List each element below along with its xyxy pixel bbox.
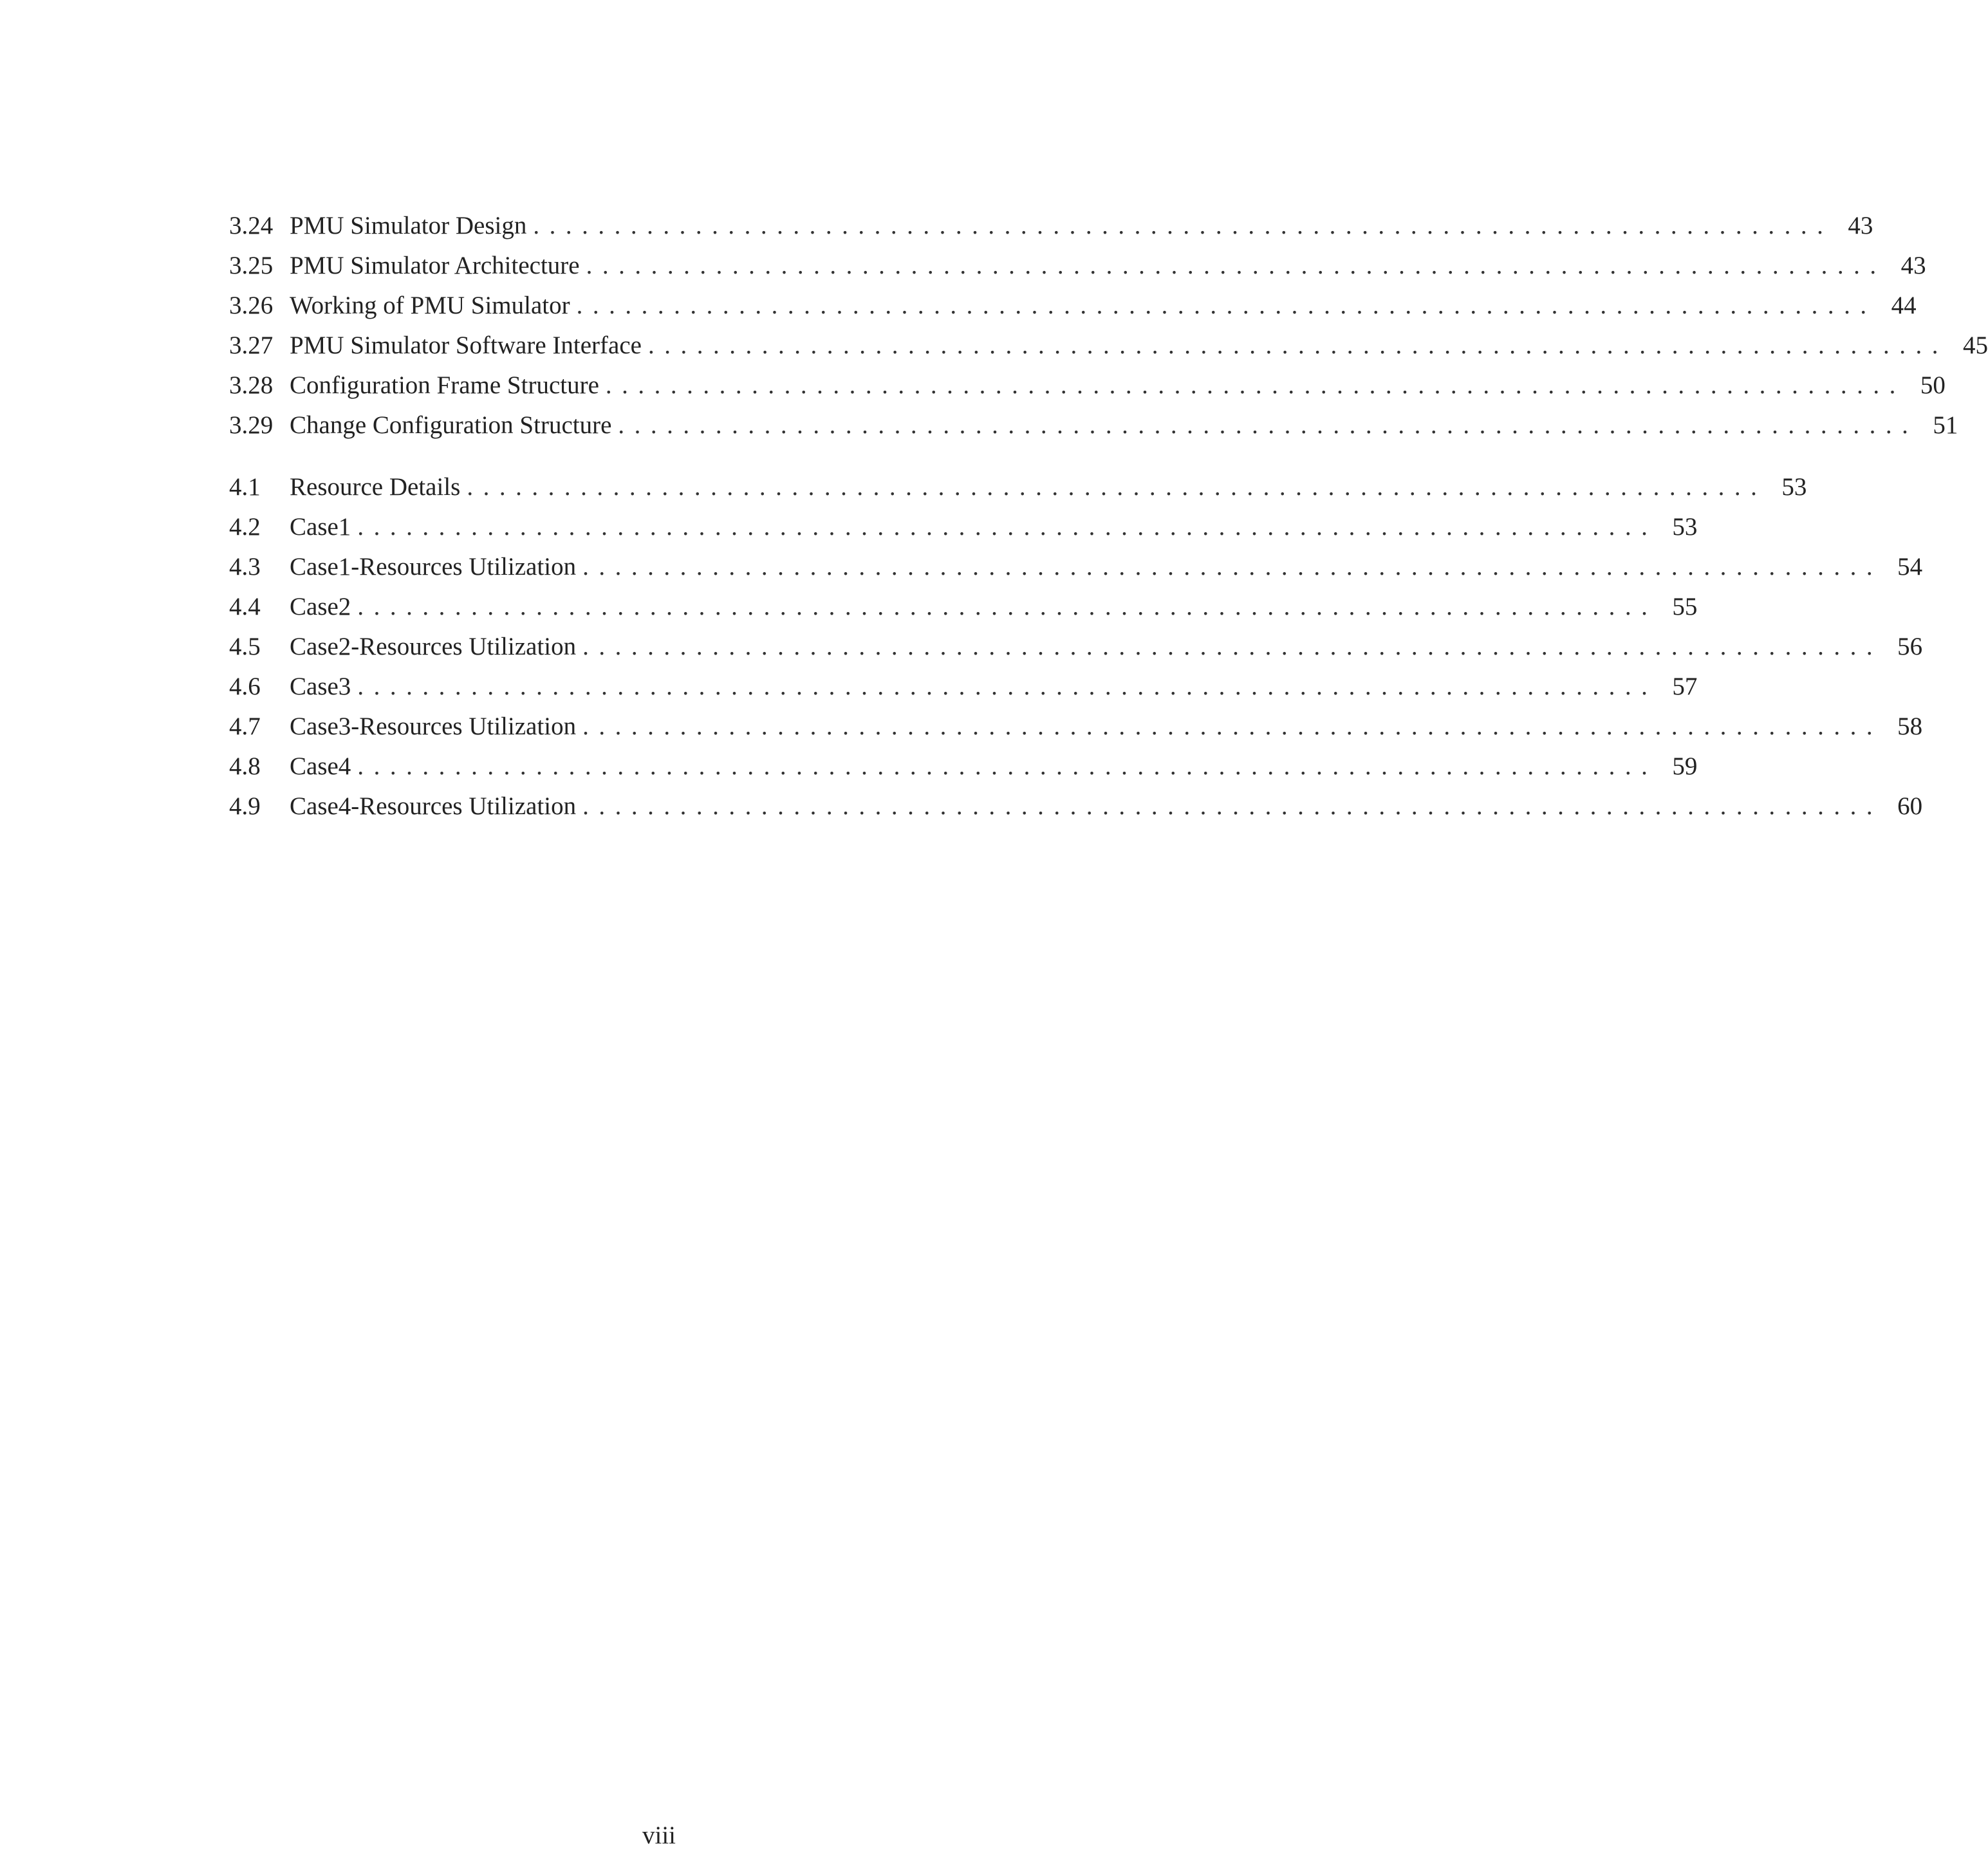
dot-leader: ................................................................................ (357, 513, 1658, 541)
dot-leader: ................................................................................ (618, 411, 1918, 439)
entry-page: 51 (1933, 411, 1958, 439)
entry-page: 44 (1891, 292, 1917, 319)
entry-number: 4.3 (229, 553, 261, 581)
entry-number: 3.24 (229, 212, 274, 239)
toc-entry (229, 246, 1926, 286)
entry-number: 4.9 (229, 792, 261, 820)
dot-leader: ................................................................................ (582, 633, 1883, 660)
entry-title: Case2 (290, 593, 351, 620)
entry-title: Case1-Resources Utilization (290, 553, 577, 581)
entry-page: 59 (1672, 752, 1698, 780)
dot-leader: ................................................................................ (357, 752, 1658, 780)
entry-page: 54 (1897, 553, 1923, 581)
entry-page: 55 (1672, 593, 1698, 620)
dot-leader: ................................................................................ (582, 713, 1883, 740)
entry-page: 43 (1900, 252, 1926, 279)
entry-title: PMU Simulator Architecture (290, 252, 580, 279)
entry-title: Change Configuration Structure (290, 411, 612, 439)
entry-title: Case2-Resources Utilization (290, 633, 577, 660)
entry-title: Case3 (290, 673, 351, 700)
toc-entry (229, 627, 1923, 667)
dot-leader: ................................................................................ (582, 553, 1883, 581)
entry-page: 53 (1781, 473, 1807, 501)
entry-page: 56 (1897, 633, 1923, 660)
toc-entry (229, 206, 1873, 246)
toc-group-chapter-4 (229, 467, 1923, 826)
toc-entry (229, 507, 1698, 547)
entry-title: Case4 (290, 752, 351, 780)
dot-leader: ................................................................................ (647, 331, 1948, 359)
entry-page: 60 (1897, 792, 1923, 820)
toc-entry (229, 747, 1698, 787)
entry-page: 57 (1672, 673, 1698, 700)
entry-number: 3.25 (229, 252, 274, 279)
entry-title: Case1 (290, 513, 351, 541)
dot-leader: ................................................................................ (467, 473, 1767, 501)
toc-entry (229, 366, 1946, 405)
dot-leader: ................................................................................ (582, 792, 1883, 820)
toc-group-chapter-3 (229, 206, 1988, 445)
toc-entry (229, 707, 1923, 747)
entry-title: Configuration Frame Structure (290, 371, 599, 399)
entry-number: 4.5 (229, 633, 261, 660)
entry-page: 43 (1848, 212, 1873, 239)
entry-title: Case3-Resources Utilization (290, 713, 577, 740)
entry-page: 58 (1897, 713, 1923, 740)
entry-number: 3.28 (229, 371, 274, 399)
entry-number: 4.2 (229, 513, 261, 541)
entry-title: Case4-Resources Utilization (290, 792, 577, 820)
entry-number: 4.7 (229, 713, 261, 740)
dot-leader: ................................................................................ (586, 252, 1886, 279)
entry-title: PMU Simulator Software Interface (290, 331, 642, 359)
entry-number: 3.27 (229, 331, 274, 359)
entry-title: PMU Simulator Design (290, 212, 527, 239)
toc-entry (229, 667, 1698, 707)
toc-entry (229, 286, 1917, 326)
dot-leader: ................................................................................ (605, 371, 1906, 399)
entry-number: 3.29 (229, 411, 274, 439)
toc-entry (229, 547, 1923, 587)
toc-entry (229, 405, 1958, 445)
entry-number: 4.8 (229, 752, 261, 780)
page-number: viii (642, 1822, 676, 1849)
entry-page: 50 (1920, 371, 1946, 399)
list-of-figures (229, 206, 1988, 826)
dot-leader: ................................................................................ (357, 593, 1658, 620)
entry-number: 4.6 (229, 673, 261, 700)
entry-number: 3.26 (229, 292, 274, 319)
dot-leader: ................................................................................ (576, 292, 1877, 319)
entry-title: Resource Details (290, 473, 461, 501)
dot-leader: ................................................................................ (533, 212, 1834, 239)
toc-entry (229, 326, 1988, 366)
entry-page: 53 (1672, 513, 1698, 541)
toc-entry (229, 587, 1698, 627)
entry-page: 45 (1962, 331, 1988, 359)
entry-number: 4.1 (229, 473, 261, 501)
entry-number: 4.4 (229, 593, 261, 620)
entry-title: Working of PMU Simulator (290, 292, 570, 319)
dot-leader: ................................................................................ (357, 673, 1658, 700)
toc-entry (229, 467, 1807, 507)
toc-entry (229, 787, 1923, 826)
